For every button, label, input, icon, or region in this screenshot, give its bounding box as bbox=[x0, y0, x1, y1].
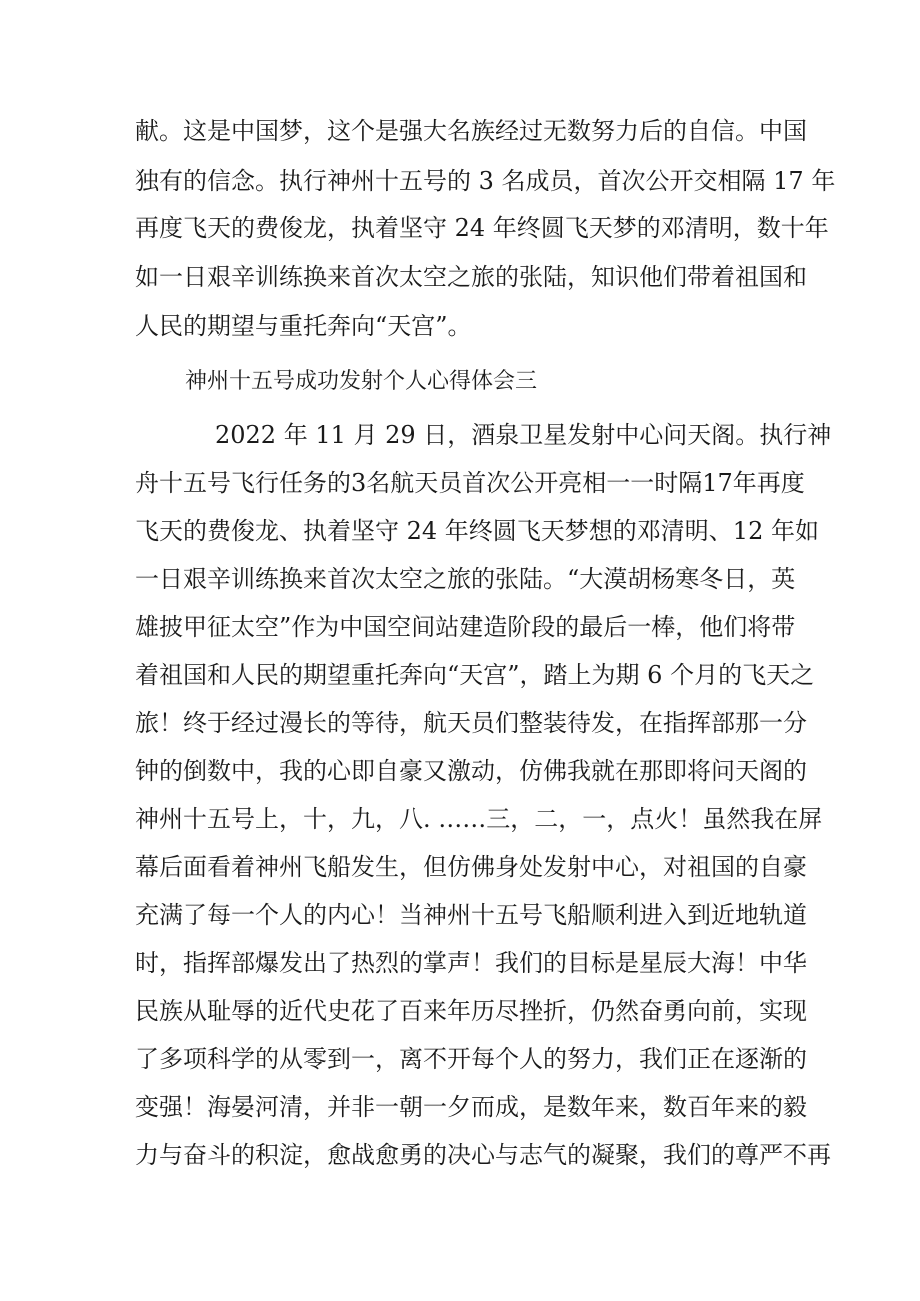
paragraph-line: 如一日艰辛训练换来首次太空之旅的张陆，知识他们带着祖国和 bbox=[135, 263, 807, 291]
paragraph-line: 着祖国和人民的期望重托奔向“天宫”，踏上为期 6 个月的飞天之 bbox=[135, 661, 815, 689]
paragraph-line: 一日艰辛训练换来首次太空之旅的张陆。“大漠胡杨寒冬日，英 bbox=[135, 565, 796, 593]
paragraph-line: 了多项科学的从零到一，离不开每个人的努力，我们正在逐渐的 bbox=[135, 1045, 807, 1073]
paragraph-line: 2022 年 11 月 29 日，酒泉卫星发射中心问天阁。执行神 bbox=[215, 421, 832, 449]
paragraph-line: 独有的信念。执行神州十五号的 3 名成员，首次公开交相隔 17 年 bbox=[135, 167, 836, 195]
paragraph-line: 民族从耻辱的近代史花了百来年历尽挫折，仍然奋勇向前，实现 bbox=[135, 997, 807, 1025]
paragraph-line: 时，指挥部爆发出了热烈的掌声！我们的目标是星辰大海！中华 bbox=[135, 949, 807, 977]
paragraph-line: 雄披甲征太空”作为中国空间站建造阶段的最后一棒，他们将带 bbox=[135, 613, 796, 641]
paragraph-line: 舟十五号飞行任务的3名航天员首次公开亮相一一时隔17年再度 bbox=[135, 469, 805, 497]
paragraph-line: 旅！终于经过漫长的等待，航天员们整装待发，在指挥部那一分 bbox=[135, 709, 807, 737]
paragraph-line: 飞天的费俊龙、执着坚守 24 年终圆飞天梦想的邓清明、12 年如 bbox=[135, 517, 819, 545]
paragraph-line: 献。这是中国梦，这个是强大名族经过无数努力后的自信。中国 bbox=[135, 117, 807, 145]
paragraph-line: 神州十五号上，十，九，八. ……三，二，一，点火！虽然我在屏 bbox=[135, 805, 823, 833]
section-heading: 神州十五号成功发射个人心得体会三 bbox=[185, 369, 538, 394]
paragraph-line: 人民的期望与重托奔向“天宫”。 bbox=[135, 312, 472, 340]
paragraph-line: 充满了每一个人的内心！当神州十五号飞船顺利进入到近地轨道 bbox=[135, 901, 807, 929]
paragraph-line: 变强！海晏河清，并非一朝一夕而成，是数年来，数百年来的毅 bbox=[135, 1093, 807, 1121]
paragraph-line: 钟的倒数中，我的心即自豪又激动，仿佛我就在那即将问天阁的 bbox=[135, 757, 807, 785]
paragraph-line: 力与奋斗的积淀，愈战愈勇的决心与志气的凝聚，我们的尊严不再 bbox=[135, 1141, 831, 1169]
paragraph-line: 再度飞天的费俊龙，执着坚守 24 年终圆飞天梦的邓清明，数十年 bbox=[135, 214, 829, 242]
paragraph-line: 幕后面看着神州飞船发生，但仿佛身处发射中心，对祖国的自豪 bbox=[135, 853, 807, 881]
